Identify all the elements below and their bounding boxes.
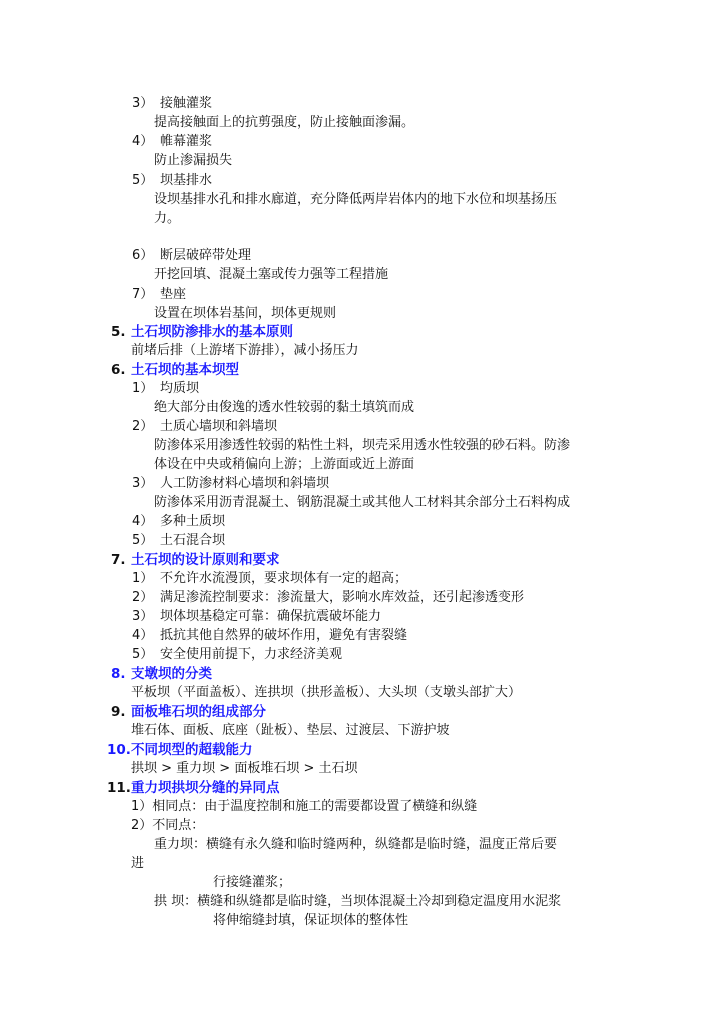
- similarity-point: 1）相同点：由于温度控制和施工的需要都设置了横缝和纵缝: [131, 799, 478, 814]
- requirement-text: 不允许水流漫顶，要求坝体有一定的超高；: [160, 571, 408, 586]
- section-heading: 土石坝防渗排水的基本原则: [131, 324, 293, 340]
- item-description: 防止渗漏损失: [154, 153, 233, 168]
- item-description: 防渗体采用沥青混凝土、钢筋混凝土或其他人工材料其余部分土石料构成: [154, 495, 571, 510]
- item-description: 体设在中央或稍偏向上游；上游面或近上游面: [154, 457, 415, 472]
- section-heading: 土石坝的基本坝型: [131, 362, 239, 378]
- section-heading: 支墩坝的分类: [131, 666, 212, 682]
- item-number: 2）: [132, 419, 154, 434]
- section-number: 6.: [111, 362, 126, 378]
- item-description: 力。: [154, 211, 181, 226]
- section-heading: 面板堆石坝的组成部分: [131, 704, 266, 720]
- section-heading: 不同坝型的超载能力: [131, 742, 253, 758]
- item-title: 垫座: [160, 287, 187, 302]
- gravity-dam-text: 进: [131, 856, 145, 871]
- item-number: 3）: [132, 476, 154, 491]
- item-description: 提高接触面上的抗剪强度，防止接触面渗漏。: [154, 115, 415, 130]
- requirement-text: 抵抗其他自然界的破坏作用，避免有害裂缝: [160, 628, 408, 643]
- section-number: 9.: [111, 704, 126, 720]
- section-text: 平板坝（平面盖板）、连拱坝（拱形盖板）、大头坝（支墩头部扩大）: [131, 685, 522, 700]
- requirement-number: 1）: [132, 571, 154, 586]
- item-title: 坝基排水: [160, 173, 213, 188]
- section-number: 8.: [111, 666, 126, 682]
- section-heading: 土石坝的设计原则和要求: [131, 552, 280, 568]
- item-title: 接触灌浆: [160, 96, 213, 111]
- item-title: 多种土质坝: [160, 514, 226, 529]
- section-heading: 重力坝拱坝分缝的异同点: [131, 780, 280, 796]
- item-title: 人工防渗材料心墙坝和斜墙坝: [160, 476, 330, 491]
- item-description: 开挖回填、混凝土塞或传力强等工程措施: [154, 267, 389, 282]
- section-text: 前堵后排（上游堵下游排），减小扬压力: [131, 343, 359, 358]
- item-number: 5）: [132, 173, 154, 188]
- arch-dam-text: 拱 坝：横缝和纵缝都是临时缝，当坝体混凝土冷却到稳定温度用水泥浆: [154, 894, 562, 909]
- requirement-number: 5）: [132, 647, 154, 662]
- requirement-text: 坝体坝基稳定可靠：确保抗震破坏能力: [160, 609, 382, 624]
- item-number: 7）: [132, 287, 154, 302]
- section-text: 堆石体、面板、底座（趾板）、垫层、过渡层、下游护坡: [131, 723, 450, 738]
- requirement-number: 2）: [132, 590, 154, 605]
- item-number: 1）: [132, 381, 154, 396]
- section-number: 7.: [111, 552, 126, 568]
- item-description: 设坝基排水孔和排水廊道，充分降低两岸岩体内的地下水位和坝基扬压: [154, 192, 558, 207]
- item-description: 设置在坝体岩基间，坝体更规则: [154, 306, 337, 321]
- item-number: 4）: [132, 514, 154, 529]
- item-number: 6）: [132, 248, 154, 263]
- item-description: 防渗体采用渗透性较弱的粘性土料，坝壳采用透水性较强的砂石料。防渗: [154, 438, 571, 453]
- item-title: 土质心墙坝和斜墙坝: [160, 419, 278, 434]
- item-number: 5）: [132, 533, 154, 548]
- item-title: 断层破碎带处理: [160, 248, 252, 263]
- requirement-text: 安全使用前提下，力求经济美观: [160, 647, 343, 662]
- item-title: 土石混合坝: [160, 533, 226, 548]
- arch-dam-text: 将伸缩缝封填，保证坝体的整体性: [213, 913, 409, 928]
- item-description: 绝大部分由俊逸的透水性较弱的黏土填筑而成: [154, 400, 415, 415]
- section-number: 5.: [111, 324, 126, 340]
- item-title: 均质坝: [160, 381, 200, 396]
- requirement-number: 3）: [132, 609, 154, 624]
- section-number: 10.: [107, 742, 131, 758]
- difference-label: 2）不同点：: [131, 818, 205, 833]
- section-number: 11.: [107, 780, 131, 796]
- item-number: 3）: [132, 96, 154, 111]
- section-text: 拱坝 > 重力坝 > 面板堆石坝 > 土石坝: [131, 761, 358, 776]
- requirement-text: 满足渗流控制要求：渗流量大，影响水库效益，还引起渗透变形: [160, 590, 525, 605]
- gravity-dam-text: 行接缝灌浆；: [213, 875, 292, 890]
- requirement-number: 4）: [132, 628, 154, 643]
- item-number: 4）: [132, 134, 154, 149]
- item-title: 帷幕灌浆: [160, 134, 213, 149]
- gravity-dam-text: 重力坝：横缝有永久缝和临时缝两种，纵缝都是临时缝，温度正常后要: [154, 837, 558, 852]
